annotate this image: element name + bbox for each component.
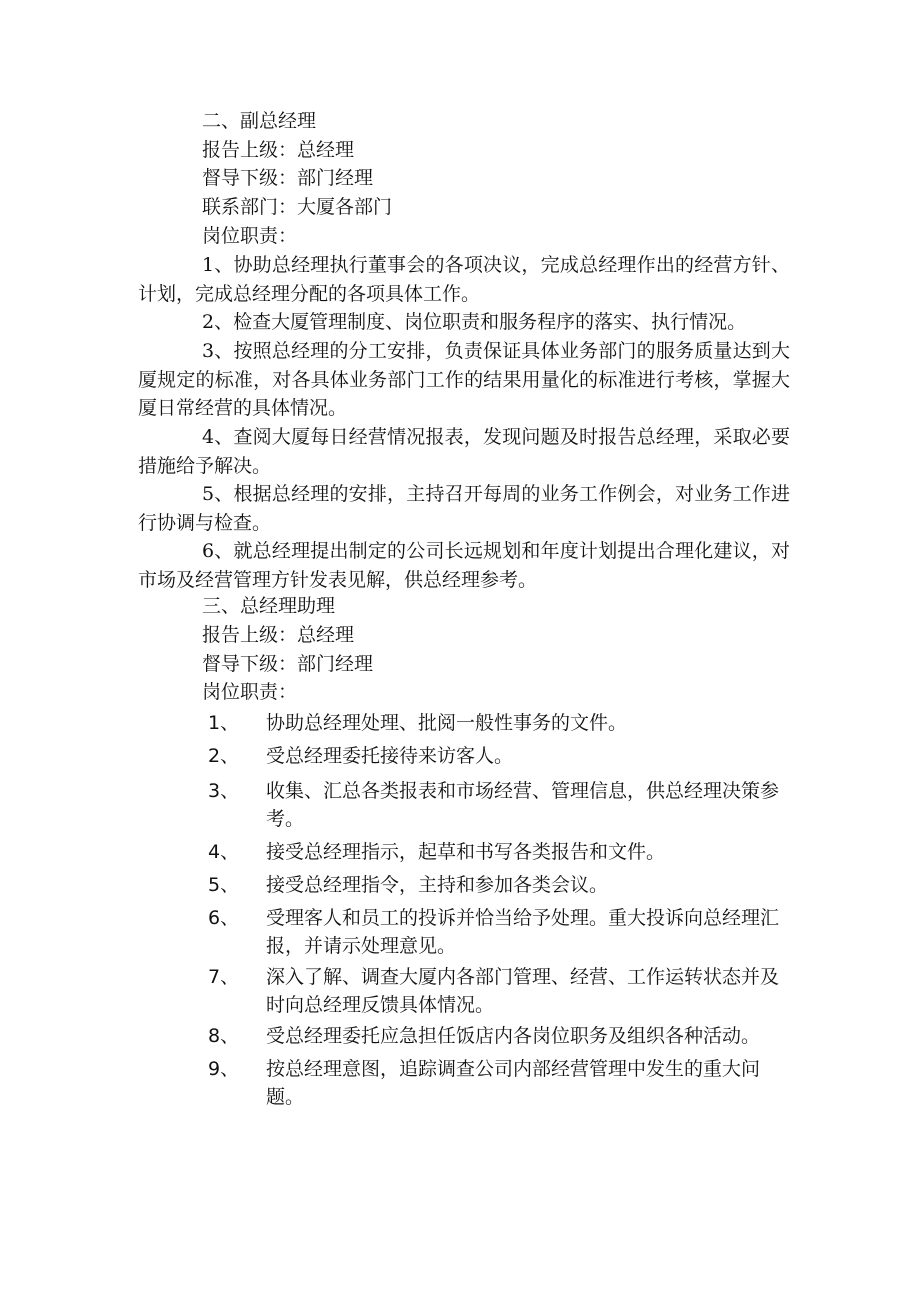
duty-paragraph: 5、根据总经理的安排，主持召开每周的业务工作例会，对业务工作进行协调与检查。	[138, 483, 790, 534]
report-to-line: 报告上级：总经理	[202, 624, 355, 646]
duties-label: 岗位职责：	[202, 681, 298, 703]
list-item-text: 受总经理委托应急担任饭店内各岗位职务及组织各种活动。	[266, 1025, 761, 1047]
list-item-number: 4、	[208, 841, 240, 863]
list-item-text: 受理客人和员工的投诉并恰当给予处理。重大投诉向总经理汇报，并请示处理意见。	[266, 907, 780, 957]
list-item-number: 9、	[208, 1058, 240, 1080]
duty-paragraph: 3、按照总经理的分工安排，负责保证具体业务部门的服务质量达到大厦规定的标准，对各具体业务部门工作的结果用量化的标准进行考核，掌握大厦日常经营的具体情况。	[138, 340, 790, 420]
list-item-number: 6、	[208, 907, 240, 929]
duty-paragraph: 6、就总经理提出制定的公司长远规划和年度计划提出合理化建议，对市场及经营管理方针发表见解，供总经理参考。	[138, 540, 790, 591]
list-item-number: 5、	[208, 874, 240, 896]
list-item-text: 接受总经理指令，主持和参加各类会议。	[266, 874, 609, 896]
report-to-line: 报告上级：总经理	[202, 139, 355, 161]
section-heading: 二、副总经理	[202, 110, 317, 132]
duties-label: 岗位职责：	[202, 225, 298, 247]
list-item-number: 1、	[208, 712, 240, 734]
list-item-text: 收集、汇总各类报表和市场经营、管理信息，供总经理决策参考。	[266, 780, 780, 830]
list-item-text: 接受总经理指示，起草和书写各类报告和文件。	[266, 841, 666, 863]
list-item-number: 8、	[208, 1025, 240, 1047]
list-item-text: 受总经理委托接待来访客人。	[266, 745, 514, 767]
list-item-number: 2、	[208, 745, 240, 767]
list-item-text: 按总经理意图，追踪调查公司内部经营管理中发生的重大问题。	[266, 1058, 761, 1108]
contact-line: 联系部门：大厦各部门	[202, 196, 393, 218]
duty-paragraph: 4、查阅大厦每日经营情况报表，发现问题及时报告总经理，采取必要措施给予解决。	[138, 426, 790, 477]
list-item-number: 7、	[208, 966, 240, 988]
supervise-line: 督导下级：部门经理	[202, 653, 374, 675]
list-item-number: 3、	[208, 780, 240, 802]
duty-paragraph: 1、协助总经理执行董事会的各项决议，完成总经理作出的经营方针、计划，完成总经理分配的各项具体工作。	[138, 254, 790, 305]
section-heading: 三、总经理助理	[202, 595, 336, 617]
supervise-line: 督导下级：部门经理	[202, 167, 374, 189]
list-item-text: 协助总经理处理、批阅一般性事务的文件。	[266, 712, 628, 734]
list-item-text: 深入了解、调查大厦内各部门管理、经营、工作运转状态并及时向总经理反馈具体情况。	[266, 966, 780, 1016]
duty-paragraph: 2、检查大厦管理制度、岗位职责和服务程序的落实、执行情况。	[202, 311, 747, 333]
